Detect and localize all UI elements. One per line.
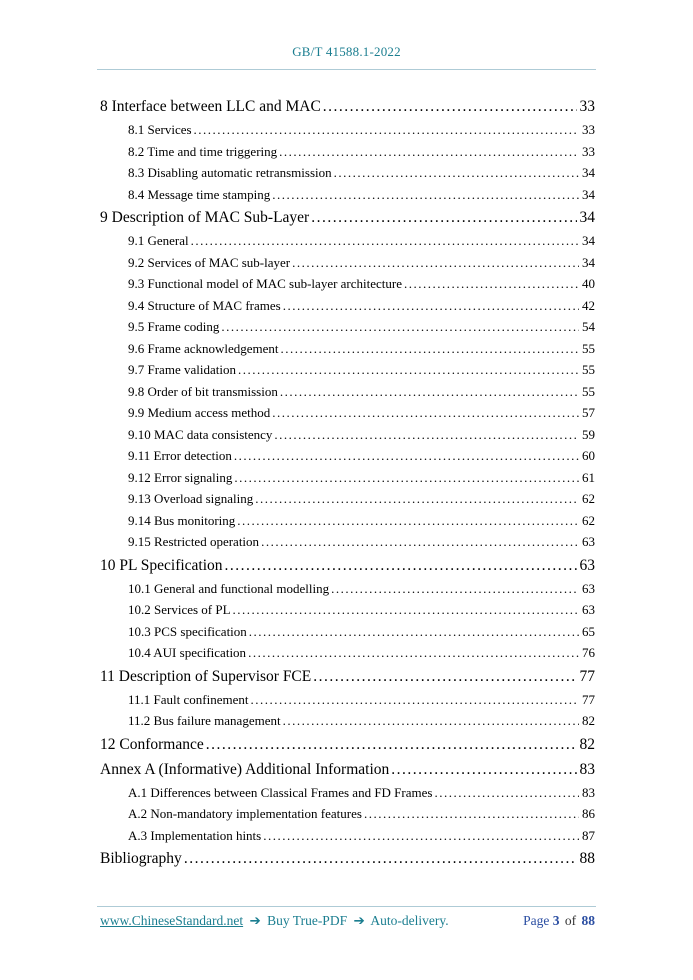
toc-entry[interactable] [100, 273, 595, 295]
toc-dot-leader [238, 359, 579, 381]
toc-dot-leader [263, 825, 579, 847]
toc-page-number: 62 [582, 512, 595, 528]
arrow-icon: ➔ [249, 913, 261, 928]
toc-page-number: 62 [582, 491, 595, 506]
toc-page-number: 82 [582, 713, 595, 728]
toc-entry-label[interactable]: 9.14 Bus monitoring [128, 512, 236, 528]
toc-entry-label[interactable]: 8.4 Message time stamping [128, 186, 271, 202]
toc-entry[interactable] [100, 757, 595, 782]
toc-page-number: 77 [579, 667, 595, 685]
toc-dot-leader [206, 732, 577, 757]
toc-entry-label[interactable]: 10 PL Specification [100, 556, 223, 574]
toc-page-number: 60 [582, 448, 595, 463]
toc-entry-label[interactable]: 9.12 Error signaling [128, 469, 233, 485]
current-page-number: 3 [552, 913, 560, 928]
toc-dot-leader [225, 553, 577, 578]
toc-entry-label[interactable]: 9.13 Overload signaling [128, 491, 254, 506]
toc-entry-label[interactable]: 8.1 Services [128, 122, 192, 137]
arrow-icon: ➔ [353, 913, 365, 928]
toc-page-number: 33 [582, 143, 595, 159]
toc-dot-leader [279, 141, 579, 163]
toc-page-number: 40 [582, 276, 595, 291]
toc-page-number: 61 [582, 469, 595, 485]
toc-entry[interactable] [100, 689, 595, 711]
toc-entry[interactable] [100, 162, 595, 184]
toc-entry-label[interactable]: 12 Conformance [100, 735, 204, 753]
toc-dot-leader [255, 488, 579, 510]
toc-entry-label[interactable]: A.3 Implementation hints [128, 827, 262, 843]
toc-entry[interactable] [100, 510, 595, 532]
toc-entry[interactable] [100, 578, 595, 600]
toc-page-number: 76 [582, 645, 595, 660]
page-label: Page [523, 913, 550, 928]
toc-dot-leader [234, 467, 579, 489]
toc-entry-label[interactable]: 9.9 Medium access method [128, 405, 271, 420]
footer-page-indicator [523, 913, 595, 929]
toc-entry-label[interactable]: 9 Description of MAC Sub-Layer [100, 209, 310, 226]
toc-entry[interactable] [100, 119, 595, 141]
toc-entry[interactable] [100, 553, 595, 578]
toc-entry-label[interactable]: 8.2 Time and time triggering [128, 143, 278, 159]
toc-dot-leader [283, 295, 579, 317]
toc-entry-label[interactable]: 9.4 Structure of MAC frames [128, 297, 281, 313]
toc-entry-label[interactable]: 10.2 Services of PL [128, 602, 231, 617]
toc-page-number: 65 [582, 623, 595, 639]
toc-dot-leader [311, 205, 576, 230]
toc-entry-label[interactable]: 8.3 Disabling automatic retransmission [128, 165, 332, 180]
toc-dot-leader [221, 316, 579, 338]
toc-entry[interactable] [100, 803, 595, 825]
toc-entry[interactable] [100, 488, 595, 510]
toc-dot-leader [281, 338, 579, 360]
toc-dot-leader [249, 621, 579, 643]
toc-page-number: 42 [582, 297, 595, 313]
toc-dot-leader [283, 710, 579, 732]
toc-entry-label[interactable]: 9.10 MAC data consistency [128, 426, 273, 442]
toc-page-number: 63 [582, 602, 595, 617]
toc-dot-leader [272, 184, 579, 206]
toc-dot-leader [272, 402, 579, 424]
toc-entry[interactable] [100, 338, 595, 360]
toc-entry[interactable] [100, 94, 595, 119]
toc-page-number: 86 [582, 806, 595, 821]
toc-dot-leader [237, 510, 579, 532]
footer-website-link[interactable]: www.ChineseStandard.net [100, 913, 244, 928]
footer-tagline [100, 913, 449, 929]
toc-dot-leader [194, 119, 579, 141]
toc-entry[interactable] [100, 402, 595, 424]
toc-entry[interactable] [100, 316, 595, 338]
footer-divider [97, 906, 596, 907]
toc-entry[interactable] [100, 295, 595, 317]
toc-entry-label[interactable]: 11 Description of Supervisor FCE [100, 667, 312, 685]
toc-entry[interactable] [100, 846, 595, 871]
toc-dot-leader [404, 273, 579, 295]
toc-page-number: 83 [582, 784, 595, 800]
footer-delivery-label: Auto-delivery. [370, 913, 449, 928]
toc-entry[interactable] [100, 252, 595, 274]
toc-entry[interactable] [100, 141, 595, 163]
footer-buy-label: Buy True-PDF [267, 913, 348, 928]
toc-entry[interactable] [100, 445, 595, 467]
toc-dot-leader [191, 230, 579, 252]
toc-entry[interactable] [100, 381, 595, 403]
toc-page-number: 34 [582, 233, 595, 248]
toc-dot-leader [323, 94, 577, 119]
toc-page-number: 59 [582, 426, 595, 442]
toc-dot-leader [250, 689, 579, 711]
toc-entry-label[interactable]: 11.2 Bus failure management [128, 713, 281, 728]
toc-entry[interactable] [100, 184, 595, 206]
toc-dot-leader [292, 252, 579, 274]
toc-entry-label[interactable]: 9.2 Services of MAC sub-layer [128, 254, 291, 270]
toc-entry-label[interactable]: A.2 Non-mandatory implementation features [128, 806, 362, 821]
toc-page-number: 63 [582, 534, 595, 549]
toc-entry[interactable] [100, 710, 595, 732]
toc-dot-leader [334, 162, 579, 184]
toc-entry[interactable] [100, 424, 595, 446]
toc-entry-label[interactable]: 9.11 Error detection [128, 448, 232, 463]
toc-page-number: 82 [579, 735, 595, 753]
header-divider [97, 69, 596, 70]
toc-entry-label[interactable]: 9.15 Restricted operation [128, 534, 260, 549]
toc-page-number: 55 [582, 362, 595, 377]
toc-entry-label[interactable]: 9.7 Frame validation [128, 362, 236, 377]
toc-dot-leader [261, 531, 579, 553]
toc-page-number: 83 [579, 760, 595, 778]
toc-dot-leader [313, 664, 576, 689]
toc-entry[interactable] [100, 205, 595, 230]
of-label: of [564, 913, 577, 928]
toc-entry[interactable] [100, 467, 595, 489]
toc-dot-leader [248, 642, 579, 664]
toc-entry-label[interactable]: Annex A (Informative) Additional Information [100, 760, 390, 778]
toc-dot-leader [364, 803, 579, 825]
toc-entry[interactable] [100, 230, 595, 252]
toc-entry-label[interactable]: 8 Interface between LLC and MAC [100, 98, 321, 115]
document-footer [100, 913, 595, 929]
toc-list [100, 94, 595, 871]
toc-entry[interactable] [100, 732, 595, 757]
toc-dot-leader [274, 424, 579, 446]
toc-entry[interactable] [100, 359, 595, 381]
toc-page-number: 63 [582, 580, 595, 596]
toc-entry-label[interactable]: Bibliography [100, 850, 182, 867]
total-page-number: 88 [581, 913, 595, 928]
toc-entry[interactable] [100, 599, 595, 621]
toc-page-number: 55 [582, 383, 595, 399]
toc-page-number: 34 [579, 209, 595, 226]
toc-page-number: 33 [582, 122, 595, 137]
document-header-title: GB/T 41588.1-2022 [292, 44, 401, 59]
toc-dot-leader [331, 578, 579, 600]
toc-dot-leader [391, 757, 576, 782]
toc-page-number: 87 [582, 827, 595, 843]
toc-entry-label[interactable]: 9.8 Order of bit transmission [128, 383, 278, 399]
toc-entry[interactable] [100, 782, 595, 804]
toc-dot-leader [184, 846, 577, 871]
toc-entry[interactable] [100, 825, 595, 847]
toc-entry-label[interactable]: 9.6 Frame acknowledgement [128, 340, 279, 356]
toc-page-number: 54 [582, 319, 595, 334]
toc-page-number: 63 [579, 556, 595, 574]
toc-dot-leader [234, 445, 579, 467]
toc-page-number: 34 [582, 186, 595, 202]
toc-entry-label[interactable]: A.1 Differences between Classical Frames and FD Frames [128, 784, 433, 800]
toc-entry-label[interactable]: 9.3 Functional model of MAC sub-layer architecture [128, 276, 403, 291]
toc-dot-leader [233, 599, 579, 621]
toc-page-number: 34 [582, 254, 595, 270]
toc-page-number: 77 [582, 691, 595, 707]
toc-dot-leader [434, 782, 579, 804]
toc-entry-label[interactable]: 10.1 General and functional modelling [128, 580, 330, 596]
toc-entry-label[interactable]: 10.4 AUI specification [128, 645, 247, 660]
toc-entry[interactable] [100, 531, 595, 553]
toc-entry-label[interactable]: 10.3 PCS specification [128, 623, 247, 639]
toc-entry[interactable] [100, 664, 595, 689]
toc-entry[interactable] [100, 642, 595, 664]
toc-page-number: 34 [582, 165, 595, 180]
toc-page-number: 33 [579, 98, 595, 115]
toc-page-number: 88 [579, 850, 595, 867]
toc-page-number: 55 [582, 340, 595, 356]
toc-dot-leader [280, 381, 579, 403]
toc-entry-label[interactable]: 11.1 Fault confinement [128, 691, 249, 707]
toc-entry-label[interactable]: 9.1 General [128, 233, 189, 248]
toc-page-number: 57 [582, 405, 595, 420]
toc-entry[interactable] [100, 621, 595, 643]
toc-entry-label[interactable]: 9.5 Frame coding [128, 319, 220, 334]
